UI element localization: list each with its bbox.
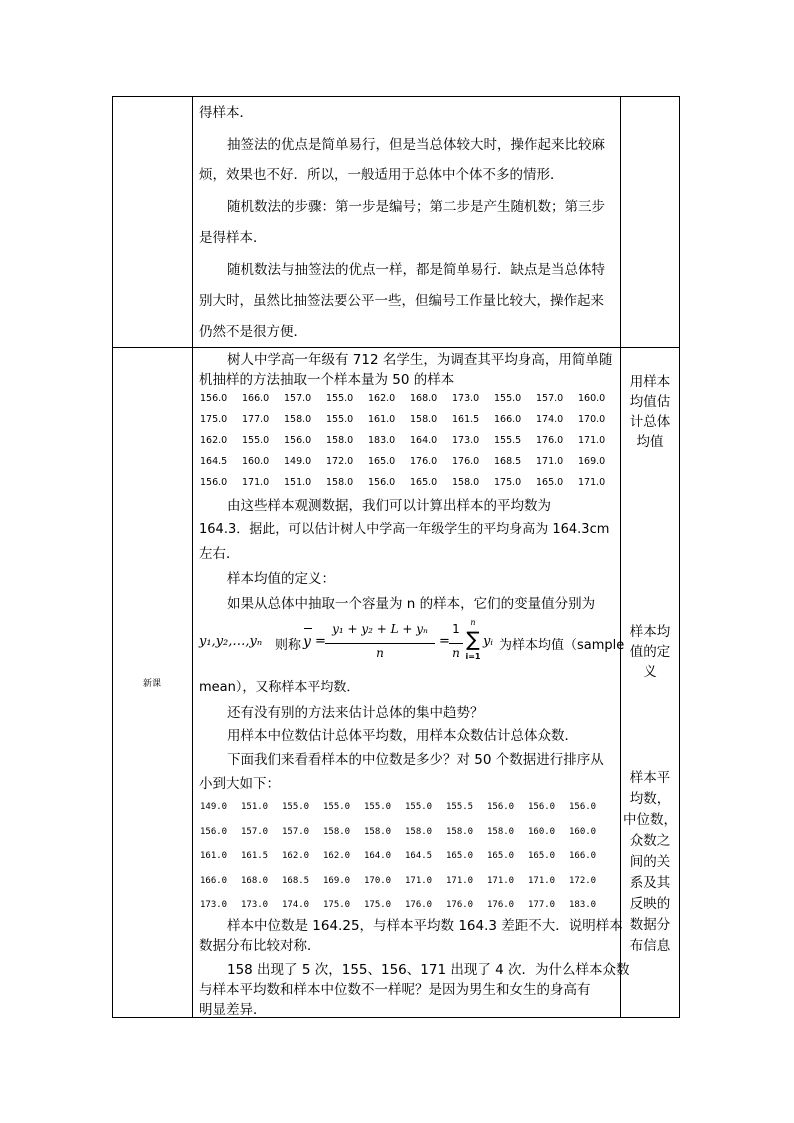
data-cell: 149.0 bbox=[200, 802, 228, 812]
data-cell: 171.0 bbox=[578, 435, 606, 446]
data-cell: 157.0 bbox=[284, 393, 312, 404]
data-cell: 155.0 bbox=[405, 802, 433, 812]
data-cell: 166.0 bbox=[569, 851, 597, 861]
data-cell: 156.0 bbox=[368, 477, 396, 488]
data-cell: 171.0 bbox=[242, 477, 270, 488]
data-cell: 158.0 bbox=[487, 826, 515, 837]
text-line: 仍然不是很方便． bbox=[199, 324, 307, 340]
mean-text-line: 由这些样本观测数据，我们可以计算出样本的平均数为 bbox=[227, 498, 551, 514]
data-cell: 165.0 bbox=[410, 477, 438, 488]
data-cell: 172.0 bbox=[569, 875, 597, 886]
data-cell: 151.0 bbox=[284, 477, 312, 488]
data-cell: 158.0 bbox=[326, 435, 354, 446]
data-cell: 157.0 bbox=[241, 826, 269, 837]
side-note-relationship: 样本平 均数， 中位数， 众数之 间的关 系及其 反映的 数据分 布信息 bbox=[623, 770, 677, 954]
data-cell: 168.5 bbox=[282, 875, 310, 886]
data-cell: 158.0 bbox=[452, 477, 480, 488]
data-cell: 149.0 bbox=[284, 456, 312, 467]
question-line: 用样本中位数估计总体平均数，用样本众数估计总体众数． bbox=[227, 728, 578, 744]
sample-data-table bbox=[200, 388, 620, 493]
data-cell: 156.0 bbox=[487, 802, 515, 812]
data-cell: 158.0 bbox=[446, 826, 474, 837]
formula-yi: yᵢ bbox=[483, 634, 493, 649]
data-cell: 166.0 bbox=[242, 393, 270, 404]
data-cell: 158.0 bbox=[323, 826, 351, 837]
definition-line: 如果从总体中抽取一个容量为 n 的样本，它们的变量值分别为 bbox=[227, 596, 596, 612]
section-label: 新课 bbox=[142, 679, 161, 689]
data-cell: 162.0 bbox=[282, 851, 310, 861]
text-line: 抽签法的优点是简单易行，但是当总体较大时，操作起来比较麻 bbox=[227, 137, 605, 153]
data-cell: 168.0 bbox=[241, 875, 269, 886]
data-cell: 176.0 bbox=[410, 456, 438, 467]
conclusion-line: 与样本平均数和样本中位数不一样呢？是因为男生和女生的身高有 bbox=[199, 982, 591, 998]
data-cell: 156.0 bbox=[528, 802, 556, 812]
data-cell: 170.0 bbox=[578, 414, 606, 425]
intro-line: 机抽样的方法抽取一个样本量为 50 的样本 bbox=[199, 372, 455, 388]
data-cell: 151.0 bbox=[241, 802, 269, 812]
data-cell: 171.0 bbox=[578, 477, 606, 488]
data-cell: 165.0 bbox=[536, 477, 564, 488]
data-cell: 170.0 bbox=[364, 875, 392, 886]
text-line: 是得样本． bbox=[199, 230, 267, 246]
data-cell: 173.0 bbox=[241, 900, 269, 910]
data-cell: 177.0 bbox=[528, 900, 556, 910]
data-cell: 171.0 bbox=[487, 875, 515, 886]
data-cell: 183.0 bbox=[368, 435, 396, 446]
data-cell: 160.0 bbox=[578, 393, 606, 404]
data-cell: 176.0 bbox=[452, 456, 480, 467]
data-cell: 161.5 bbox=[241, 851, 269, 861]
data-cell: 158.0 bbox=[410, 414, 438, 425]
data-cell: 175.0 bbox=[323, 900, 351, 910]
data-cell: 168.5 bbox=[494, 456, 522, 467]
data-cell: 165.0 bbox=[446, 851, 474, 861]
data-cell: 155.0 bbox=[364, 802, 392, 812]
data-cell: 166.0 bbox=[200, 875, 228, 886]
text-line: 烦，效果也不好．所以，一般适用于总体中个体不多的情形． bbox=[199, 167, 564, 183]
data-cell: 160.0 bbox=[528, 826, 556, 837]
data-cell: 171.0 bbox=[405, 875, 433, 886]
data-cell: 176.0 bbox=[446, 900, 474, 910]
data-cell: 165.0 bbox=[368, 456, 396, 467]
data-cell: 158.0 bbox=[284, 414, 312, 425]
data-cell: 155.0 bbox=[326, 414, 354, 425]
data-cell: 162.0 bbox=[323, 851, 351, 861]
data-cell: 162.0 bbox=[368, 393, 396, 404]
question-line: 还有没有别的方法来估计总体的集中趋势？ bbox=[227, 705, 484, 721]
mean-text-line: 164.3．据此，可以估计树人中学高一年级学生的平均身高为 164.3cm bbox=[199, 522, 610, 537]
data-cell: 176.0 bbox=[487, 900, 515, 910]
data-cell: 155.0 bbox=[242, 435, 270, 446]
data-cell: 156.0 bbox=[284, 435, 312, 446]
data-cell: 173.0 bbox=[452, 393, 480, 404]
data-cell: 157.0 bbox=[536, 393, 564, 404]
data-cell: 176.0 bbox=[405, 900, 433, 910]
data-cell: 176.0 bbox=[536, 435, 564, 446]
data-cell: 155.0 bbox=[282, 802, 310, 812]
data-cell: 177.0 bbox=[242, 414, 270, 425]
data-cell: 155.0 bbox=[323, 802, 351, 812]
data-cell: 155.5 bbox=[446, 802, 474, 812]
data-cell: 156.0 bbox=[200, 393, 228, 404]
data-cell: 156.0 bbox=[569, 802, 597, 812]
question-line: 小到大如下： bbox=[199, 776, 280, 792]
conclusion-line: 样本中位数是 164.25，与样本平均数 164.3 差距不大．说明样本 bbox=[227, 918, 623, 934]
data-cell: 164.0 bbox=[410, 435, 438, 446]
data-cell: 171.0 bbox=[536, 456, 564, 467]
data-cell: 164.0 bbox=[364, 851, 392, 861]
conclusion-line: 数据分布比较对称． bbox=[199, 938, 321, 954]
data-cell: 165.0 bbox=[487, 851, 515, 861]
data-cell: 173.0 bbox=[200, 900, 228, 910]
formula-then: 则称 bbox=[275, 638, 302, 653]
text-line: 别大时，虽然比抽签法要公平一些，但编号工作量比较大，操作起来 bbox=[199, 293, 604, 309]
data-cell: 161.5 bbox=[452, 414, 480, 425]
definition-line: mean），又称样本平均数． bbox=[199, 680, 360, 695]
text-line: 得样本． bbox=[199, 105, 253, 121]
data-cell: 155.0 bbox=[326, 393, 354, 404]
data-cell: 155.5 bbox=[494, 435, 522, 446]
data-cell: 158.0 bbox=[405, 826, 433, 837]
data-cell: 166.0 bbox=[494, 414, 522, 425]
formula-suffix: 为样本均值（sample bbox=[499, 638, 625, 653]
data-cell: 183.0 bbox=[569, 900, 597, 910]
data-cell: 174.0 bbox=[536, 414, 564, 425]
column-divider-2 bbox=[620, 97, 621, 1017]
data-cell: 175.0 bbox=[494, 477, 522, 488]
data-cell: 168.0 bbox=[410, 393, 438, 404]
data-cell: 175.0 bbox=[200, 414, 228, 425]
data-cell: 160.0 bbox=[242, 456, 270, 467]
conclusion-line: 158 出现了 5 次，155、156、171 出现了 4 次．为什么样本众数 bbox=[227, 962, 630, 978]
data-cell: 158.0 bbox=[364, 826, 392, 837]
row-divider bbox=[113, 347, 679, 348]
question-line: 下面我们来看看样本的中位数是多少？对 50 个数据进行排序从 bbox=[227, 752, 604, 768]
formula-variables: y₁,y₂,…,yₙ bbox=[199, 634, 263, 649]
text-line: 随机数法与抽签法的优点一样，都是简单易行．缺点是当总体特 bbox=[227, 262, 605, 278]
intro-line: 树人中学高一年级有 712 名学生，为调查其平均身高，用简单随 bbox=[227, 352, 613, 368]
data-cell: 160.0 bbox=[569, 826, 597, 837]
data-cell: 174.0 bbox=[282, 900, 310, 910]
data-cell: 162.0 bbox=[200, 435, 228, 446]
data-cell: 171.0 bbox=[528, 875, 556, 886]
column-divider-1 bbox=[192, 97, 193, 1017]
data-cell: 172.0 bbox=[326, 456, 354, 467]
data-cell: 173.0 bbox=[452, 435, 480, 446]
definition-heading: 样本均值的定义： bbox=[227, 571, 335, 587]
data-cell: 175.0 bbox=[364, 900, 392, 910]
sorted-data-table bbox=[200, 795, 620, 918]
mean-text-line: 左右． bbox=[199, 546, 240, 562]
data-cell: 156.0 bbox=[200, 477, 228, 488]
data-cell: 165.0 bbox=[528, 851, 556, 861]
data-cell: 156.0 bbox=[200, 826, 228, 837]
side-note-definition: 样本均 值的定 义 bbox=[629, 624, 671, 680]
data-cell: 169.0 bbox=[323, 875, 351, 886]
data-cell: 161.0 bbox=[200, 851, 228, 861]
sample-mean-formula: y₁,y₂,…,yₙ 则称 y = y₁ + y₂ + L + yₙ n = 1 n n ∑ i=1 yᵢ 为样本均值（sample bbox=[199, 618, 625, 661]
data-cell: 164.5 bbox=[200, 456, 228, 467]
data-cell: 161.0 bbox=[368, 414, 396, 425]
conclusion-line: 明显差异． bbox=[199, 1002, 267, 1018]
data-cell: 164.5 bbox=[405, 851, 433, 861]
data-cell: 155.0 bbox=[494, 393, 522, 404]
side-note-mean-estimate: 用样本 均值估 计总体 均值 bbox=[629, 374, 671, 450]
data-cell: 171.0 bbox=[446, 875, 474, 886]
data-cell: 169.0 bbox=[578, 456, 606, 467]
text-line: 随机数法的步骤：第一步是编号；第二步是产生随机数；第三步 bbox=[227, 199, 605, 215]
data-cell: 158.0 bbox=[326, 477, 354, 488]
data-cell: 157.0 bbox=[282, 826, 310, 837]
